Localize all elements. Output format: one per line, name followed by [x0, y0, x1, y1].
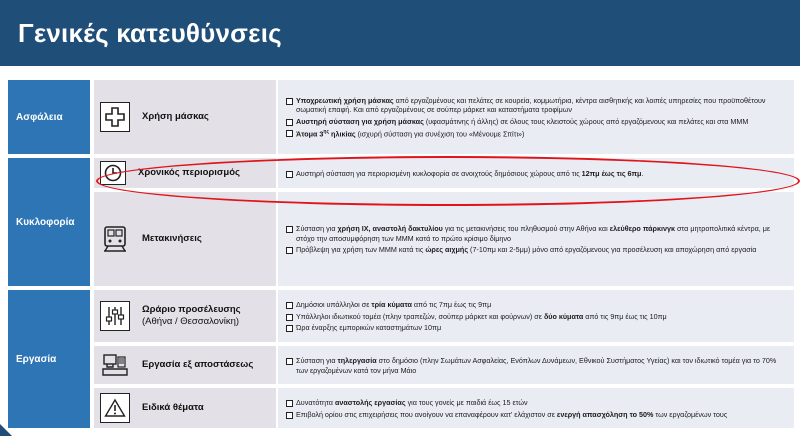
row-label: Χρονικός περιορισμός — [138, 167, 240, 178]
bullet-item — [286, 169, 788, 179]
bullet-text: Σύσταση για — [296, 355, 338, 365]
corner-accent — [0, 424, 12, 436]
bullet-item — [286, 312, 788, 322]
table-row — [94, 346, 794, 384]
bullet-text: (7-10πμ και 2-5μμ) μόνο από εργαζόμενους για προσέλευση και αποχώρηση από εργασία — [468, 245, 757, 255]
group-label: Εργασία — [16, 353, 57, 365]
bullet-text: ηλικίας — [329, 129, 356, 139]
row-label — [142, 304, 241, 328]
warning-icon — [100, 393, 130, 423]
row-header — [94, 158, 276, 188]
bullet-text: ώρες αιχμής — [425, 245, 469, 255]
row-bullets — [278, 80, 794, 154]
row-bullets — [278, 158, 794, 188]
bullet-item — [286, 410, 788, 420]
bullet-text: Δημόσιοι υπάλληλοι σε — [296, 300, 372, 310]
bullet-item — [286, 117, 788, 127]
table-row — [94, 290, 794, 342]
bullet-text: ης — [323, 129, 330, 136]
bullet-text: Άτομα 3 — [296, 129, 324, 139]
bullet-text: αναστολής εργασίας — [334, 397, 406, 407]
header-bar — [0, 0, 800, 66]
medical-cross-icon — [100, 102, 130, 132]
bullet-text: στα μητροπολιτικά κέντρα, με στόχο την αποσυμφόρηση των ΜΜΜ κατά το πρώτο κρίσιμο δίμηνο — [296, 224, 771, 243]
bullet-text: τρία κύματα — [371, 300, 412, 310]
bullet-item — [286, 356, 788, 375]
bullet-text: Δυνατότητα — [296, 397, 335, 407]
bullet-text: για τους γονείς με παιδιά έως 15 ετών — [405, 397, 528, 407]
bullet-item — [286, 128, 788, 139]
bullet-text: για τις μετακινήσεις του πληθυσμού στην Αθήνα και — [442, 224, 610, 234]
row-label: Εργασία εξ αποστάσεως — [142, 359, 254, 370]
bullet-text: χρήση ΙΧ, αναστολή δακτυλίου — [337, 224, 443, 234]
clock-icon — [100, 161, 126, 185]
bullet-text: Αυστηρή σύσταση για χρήση μάσκας — [296, 116, 424, 126]
bullet-text: (ισχυρή σύσταση για συνέχιση του «Μένουμε Σπίτι») — [355, 129, 525, 139]
bullet-text: Υποχρεωτική χρήση μάσκας — [296, 95, 394, 105]
row-header — [94, 346, 276, 384]
bullet-text: δύο κύματα — [543, 311, 584, 321]
row-header — [94, 192, 276, 286]
group-cell-traffic — [8, 158, 90, 286]
row-header — [94, 80, 276, 154]
table-row — [94, 158, 794, 188]
computer-desk-icon — [100, 350, 130, 380]
bullet-text: από τις 9πμ έως τις 10πμ — [583, 311, 667, 321]
bullet-text: από τις 7πμ έως τις 9πμ — [411, 300, 492, 310]
bullet-text: 12πμ έως τις 6πμ — [581, 168, 642, 178]
bullet-item — [286, 96, 788, 115]
row-bullets — [278, 388, 794, 428]
row-bullets — [278, 346, 794, 384]
table-row — [94, 388, 794, 428]
row-header — [94, 290, 276, 342]
bullet-item — [286, 224, 788, 243]
bullet-text: τηλεργασία — [337, 355, 377, 365]
row-sublabel: (Αθήνα / Θεσσαλονίκη) — [142, 316, 240, 327]
header-divider — [0, 66, 800, 70]
group-label: Κυκλοφορία — [16, 216, 75, 228]
table-row — [94, 192, 794, 286]
group-label: Ασφάλεια — [16, 111, 63, 123]
group-cell-work — [8, 290, 90, 428]
bullet-text: από εργαζομένους και πελάτες σε κουρεία, κομμωτήρια, κέντρα αισθητικής και λοιπές υπηρεσίες που προϋποθέτουν σωματική επαφή. Και από εργαζομένους σε σούπερ μάρκετ και καταστήματα τροφίμων — [296, 95, 766, 115]
bullet-text: στο δημόσιο (πλην Σωμάτων Ασφαλείας, Ενόπλων Δυνάμεων, Εθνικού Συστήματος Υγείας) και τον ιδιωτικό τομέα για το 70% των εργαζομένων κατά τον μήνα Μάιο — [296, 355, 777, 375]
bullet-text: Πρόβλεψη για χρήση των ΜΜΜ κατά τις — [296, 245, 426, 255]
bullet-item — [286, 323, 788, 333]
train-icon — [100, 224, 130, 254]
bullet-text: . — [641, 168, 644, 178]
bullet-text: Αυστηρή σύσταση για περιορισμένη κυκλοφορία σε ανοιχτούς δημόσιους χώρους από τις — [296, 168, 582, 178]
row-header — [94, 388, 276, 428]
bullet-text: Επιβολή ορίου στις επιχειρήσεις που ανοίγουν να επαναφέρουν κατ' ελάχιστον σε — [296, 409, 557, 419]
row-label: Χρήση μάσκας — [142, 111, 209, 122]
row-label: Μετακινήσεις — [142, 233, 202, 244]
bullet-item — [286, 245, 788, 255]
sliders-icon — [100, 301, 130, 331]
bullet-text: Σύσταση για — [296, 224, 338, 234]
row-bullets — [278, 290, 794, 342]
bullet-text: ελεύθερο πάρκινγκ — [609, 224, 675, 234]
bullet-text: Υπάλληλοι ιδιωτικού τομέα (πλην τραπεζών, σούπερ μάρκετ και φούρνων) σε — [296, 311, 544, 321]
bullet-item — [286, 300, 788, 310]
row-bullets — [278, 192, 794, 286]
bullet-text: των εργαζομένων τους — [653, 409, 728, 419]
bullet-item — [286, 398, 788, 408]
row-label: Ειδικά θέματα — [142, 402, 204, 413]
group-cell-safety — [8, 80, 90, 154]
bullet-text: (υφασμάτινης ή άλλης) σε όλους τους κλειστούς χώρους από εργαζόμενους και πελάτες και στα ΜΜΜ — [423, 116, 749, 126]
bullet-text: Ώρα έναρξης εμπορικών καταστημάτων 10πμ — [296, 323, 442, 333]
row-label-main: Ωράριο προσέλευσης — [142, 304, 241, 315]
bullet-text: ενεργή απασχόληση το 50% — [556, 409, 654, 419]
table-row — [94, 80, 794, 154]
page-title: Γενικές κατευθύνσεις — [18, 18, 282, 48]
